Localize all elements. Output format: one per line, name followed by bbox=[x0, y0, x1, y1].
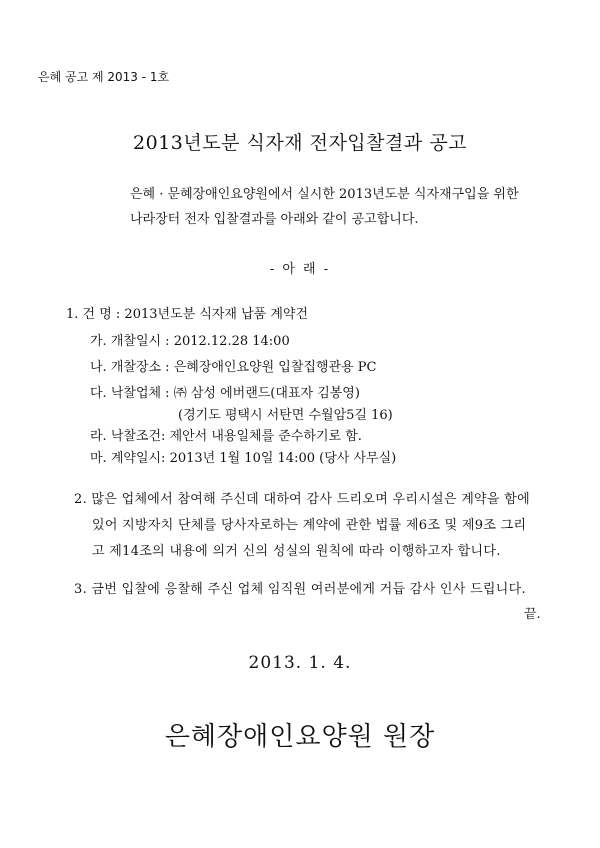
intro-line-2: 나라장터 전자 입찰결과를 아래와 같이 공고합니다. bbox=[130, 212, 419, 227]
opening-location: 나. 개찰장소 : 은혜장애인요양원 입찰집행관용 PC bbox=[90, 360, 377, 375]
section-2-line-2: 있어 지방자치 단체를 당사자로하는 계약에 관한 법률 제6조 및 제9조 그리 bbox=[92, 518, 527, 533]
notice-number: 은혜 공고 제 2013 - 1호 bbox=[38, 70, 170, 84]
announcement-date: 2013. 1. 4. bbox=[248, 653, 352, 673]
intro-line-1: 은혜 · 문혜장애인요양원에서 실시한 2013년도분 식자재구입을 위한 bbox=[130, 187, 519, 202]
section-2-line-1: 2. 많은 업체에서 참여해 주신데 대하여 감사 드리오며 우리시설은 계약을 함에 bbox=[74, 492, 530, 507]
closing-mark: 끝. bbox=[524, 607, 541, 622]
opening-datetime: 가. 개찰일시 : 2012.12.28 14:00 bbox=[90, 334, 290, 349]
award-conditions: 라. 낙찰조건: 제안서 내용일체를 준수하기로 함. bbox=[90, 429, 362, 444]
section-1-heading: 1. 건 명 : 2013년도분 식자재 납품 계약건 bbox=[66, 307, 309, 322]
section-divider-heading: - 아 래 - bbox=[269, 262, 331, 277]
signature: 은혜장애인요양원 원장 bbox=[164, 722, 436, 752]
winning-company: 다. 낙찰업체 : ㈜ 삼성 에버랜드(대표자 김봉영) bbox=[90, 386, 360, 401]
winning-company-address: (경기도 평택시 서탄면 수월암5길 16) bbox=[178, 408, 393, 423]
section-3-line-1: 3. 금번 입찰에 응찰해 주신 업체 임직원 여러분에게 거듭 감사 인사 드립니다. bbox=[74, 582, 526, 597]
document-title: 2013년도분 식자재 전자입찰결과 공고 bbox=[133, 132, 467, 154]
section-2-line-3: 고 제14조의 내용에 의거 신의 성실의 원칙에 따라 이행하고자 합니다. bbox=[92, 544, 501, 559]
contract-datetime: 마. 계약일시: 2013년 1월 10일 14:00 (당사 사무실) bbox=[90, 451, 397, 466]
